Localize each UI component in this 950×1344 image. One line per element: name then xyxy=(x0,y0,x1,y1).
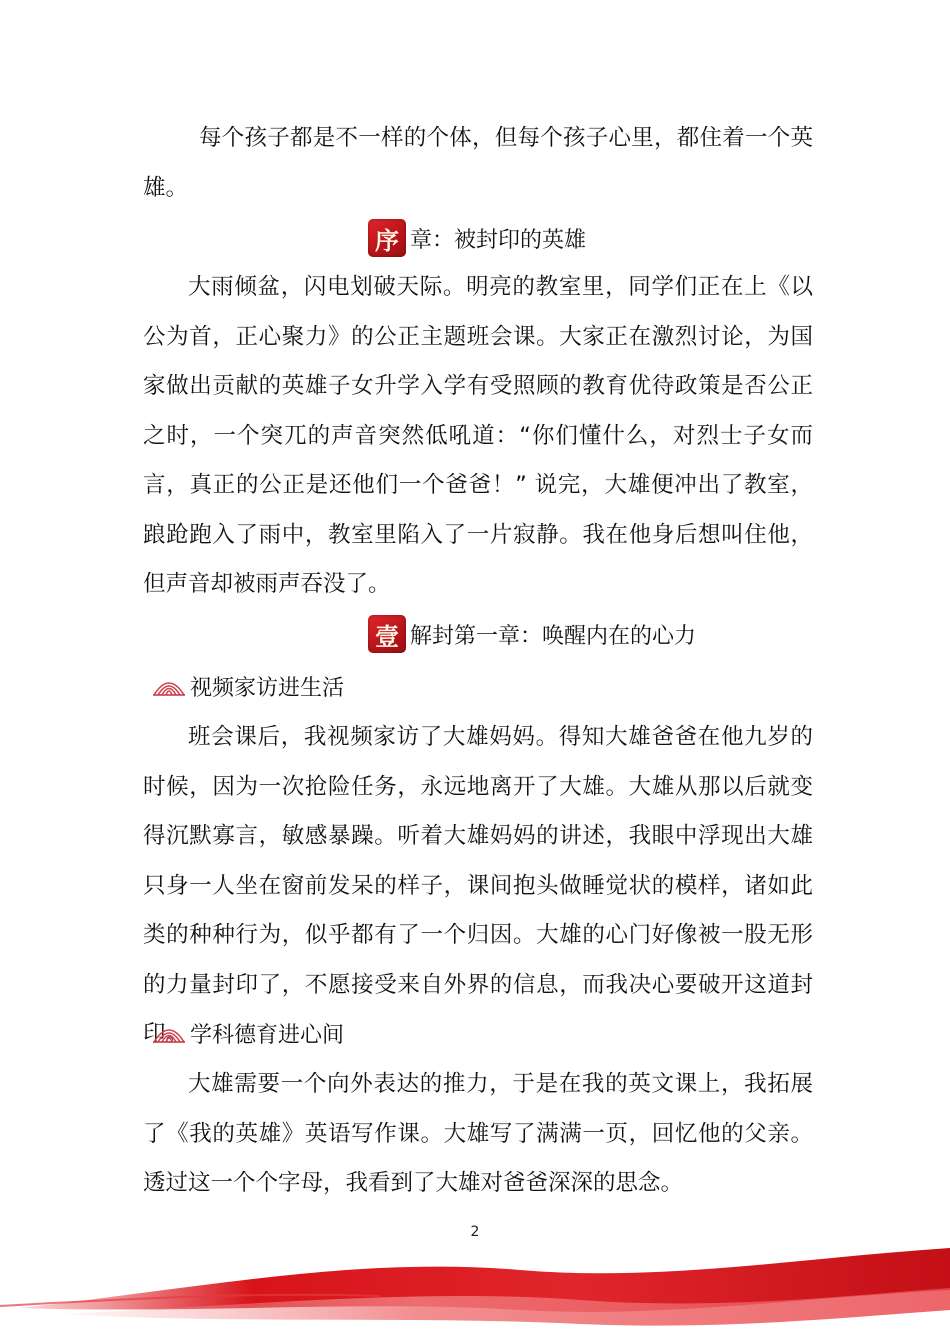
section1-heading-text: 视频家访进生活 xyxy=(190,675,345,701)
page-number: 2 xyxy=(470,1224,480,1240)
section2-paragraph: 大雄需要一个向外表达的推力，于是在我的英文课上，我拓展了《我的英雄》英语写作课。大雄写了满满一页，回忆他的父亲。透过这一个个字母，我看到了大雄对爸爸深深的思念。 xyxy=(143,1071,813,1196)
section2-heading xyxy=(152,1013,344,1053)
section2-heading-text: 学科德育进心间 xyxy=(190,1022,345,1048)
prologue-title: 章：被封印的英雄 xyxy=(410,227,587,253)
prologue-paragraph: 大雨倾盆，闪电划破天际。明亮的教室里，同学们正在上《以公为首，正心聚力》的公正主题班会课。大家正在激烈讨论，为国家做出贡献的英雄子女升学入学有受照顾的教育优待政策是否公正之时，一个突兀的声音突然低吼道：“你们懂什么，对烈士子女而言，真正的公正是还他们一个爸爸！” 说完，大雄便冲出了教室，踉跄跑入了雨中，教室里陷入了一片寂静。我在他身后想叫住他，但声音却被雨声吞没了。 xyxy=(143,274,813,597)
prologue-heading xyxy=(368,218,586,258)
shell-icon xyxy=(152,1022,186,1044)
chapter1-title: 解封第一章：唤醒内在的心力 xyxy=(410,623,697,649)
section1-heading xyxy=(152,666,344,706)
chapter1-seal-icon: 壹 xyxy=(368,615,406,653)
red-ribbon-decoration xyxy=(0,1248,950,1344)
chapter1-heading xyxy=(368,614,696,654)
section1-paragraph: 班会课后，我视频家访了大雄妈妈。得知大雄爸爸在他九岁的时候，因为一次抢险任务，永远地离开了大雄。大雄从那以后就变得沉默寡言，敏感暴躁。听着大雄妈妈的讲述，我眼中浮现出大雄只身一人坐在窗前发呆的样子，课间抱头做睡觉状的模样，诸如此类的种种行为，似乎都有了一个归因。大雄的心门好像被一股无形的力量封印了，不愿接受来自外界的信息，而我决心要破开这道封印。 xyxy=(143,724,813,1047)
shell-icon xyxy=(152,675,186,697)
prologue-seal-icon: 序 xyxy=(368,219,406,257)
intro-paragraph: 每个孩子都是不一样的个体，但每个孩子心里，都住着一个英雄。 xyxy=(143,125,813,201)
